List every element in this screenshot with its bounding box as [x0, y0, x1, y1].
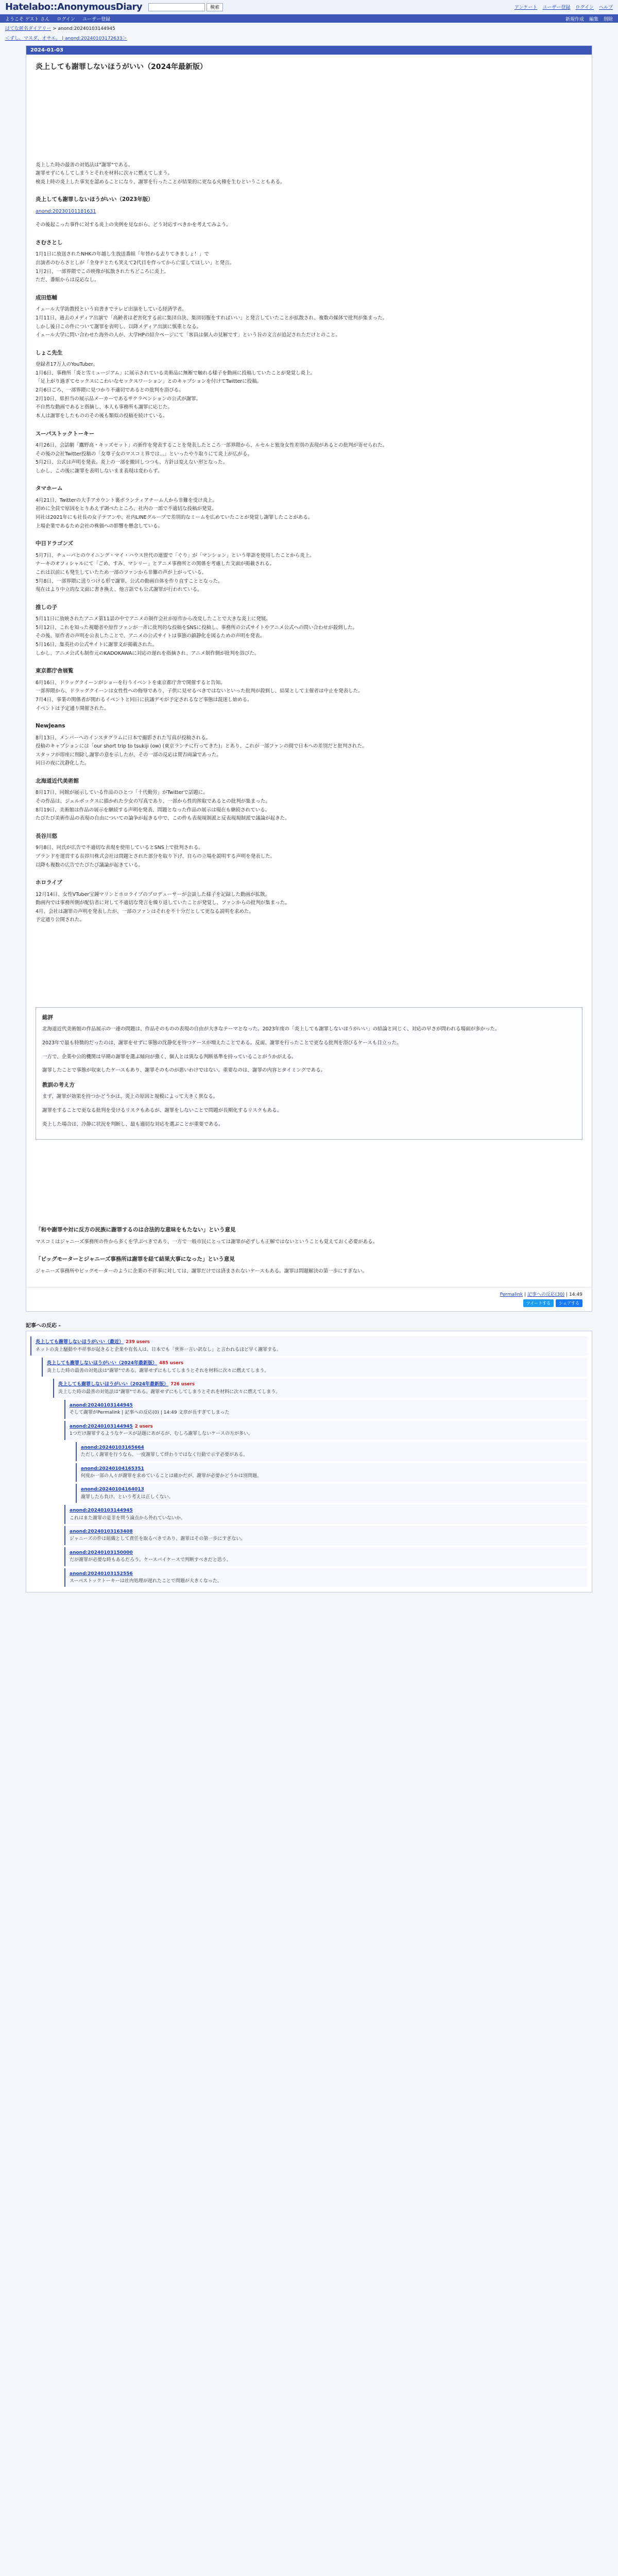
trackback-link[interactable]: anond:20240103152556 [70, 1571, 133, 1577]
trackback-snippet: 謝罪したら負け、という考えは正しくない。 [81, 1494, 174, 1500]
section-body [36, 361, 582, 420]
section-line: 4月、会社は謝罪の声明を発表したが、一部のファンはそれを不十分だとして更なる説明を求めた。 [36, 908, 254, 914]
section-body [36, 497, 582, 531]
section-title: ホロライブ [36, 879, 62, 886]
section-line: 5月12日、これを知った視聴者や原作ファンが一斉に批判的な投稿をSNSに投稿し、事務所の公式サイトやアニメ公式への問い合わせが殺到した。 [36, 624, 357, 631]
trackback-snippet: ただしく謝罪を行うなら、一度謝罪して終わりではなく行動で示す必要がある。 [81, 1452, 248, 1458]
section-line: 不自然な動画であると指摘し、本人も事務所も謝罪に応じた。 [36, 404, 173, 411]
section-line: 5月16日、集英社の公式サイトに謝罪文が掲載された。 [36, 642, 157, 648]
section-body [36, 250, 582, 285]
section-line: これは以前にも発生していたため一部のファンから非難の声が上がっている。 [36, 569, 207, 575]
section-body [36, 306, 582, 340]
section-line: 「足上がり過ぎてセックスにこわいなセックスワーション」とのキャプションを付けてTwitterに投稿。 [36, 379, 262, 385]
trackback-snippet: そして謝罪がPermalink | 記事への反応(0) | 14:49 文章が長すぎてしまった [70, 1410, 230, 1416]
section-title: 中日ドラゴンズ [36, 540, 74, 547]
section-line: 出演者のむらさとしが「全身テとたも笑えて2代目を作ってから亡霊してほしい」と発言。 [36, 260, 235, 266]
section-body [36, 734, 582, 769]
header-link-login[interactable]: ログイン [575, 5, 594, 10]
trackback-item [64, 1400, 588, 1419]
link-2023[interactable]: anond:20230101181631 [36, 208, 96, 214]
trackback-link[interactable]: anond:20240103165664 [81, 1445, 144, 1450]
last-title: 「ビッグモーターとジャニーズ事務所は謝罪を経て結果大事になった」という意見 [36, 1256, 235, 1263]
section-line: 同日の夜に沈静化した。 [36, 760, 90, 767]
nav-new[interactable]: 新規作成 [565, 16, 584, 22]
trackback-item [64, 1505, 588, 1524]
section-line: たびたび美術作品の表現の自由についての論争が起きる中で、この件も表現規制派と反表現規制派で議論が起きた。 [36, 816, 290, 822]
summary-2023: その後起こった事件に対する炎上の実例を見ながら、どう対応すべきかを考えてみよう。 [36, 222, 231, 228]
trackback-snippet: 何度か一部の人々が謝罪を求めていることは確かだが、謝罪が必要かどうかは別問題。 [81, 1473, 262, 1479]
trackback-link[interactable]: anond:20240103144945 [70, 1403, 133, 1409]
trackback-link[interactable]: 炎上しても謝罪しないほうがいい（最近） [36, 1340, 124, 1345]
trackback-item [76, 1484, 588, 1503]
section-title: 推しの子 [36, 604, 57, 611]
trackback-item [53, 1379, 588, 1398]
section-title: しょこ先生 [36, 349, 63, 356]
trackback-link[interactable]: 炎上しても謝罪しないほうがいい（2024年最新版） [47, 1361, 158, 1366]
bookmark-count-badge[interactable]: 2 users [134, 1423, 153, 1429]
section-gap [36, 1145, 582, 1217]
section-body [36, 789, 582, 823]
section-line: 5月7日、チューバとのウイニング・マイ・ハウス世代の連盟で「ぐり」が「マンション」という単語を使用したことから炎上。 [36, 552, 315, 558]
breadcrumb-separator: > [53, 26, 58, 31]
section-body [36, 679, 582, 714]
breadcrumb-current: anond:20240103144945 [58, 26, 115, 31]
section-title: スーパストックトーキー [36, 430, 95, 437]
share-buttons [36, 1299, 582, 1307]
section-line: 5月8日、一部界隈に送りつける形で謝罪、公式の動画自体を作り直すこととなった。 [36, 578, 223, 584]
section-line: 5月2日、公式は声明を発表。炎上の一部を撤回しつつも、方針は変えない形となった。 [36, 460, 228, 466]
header-links [514, 4, 613, 10]
share-twitter-button[interactable]: ツイートする [523, 1299, 554, 1307]
section-line: 5月11日に放映されたアニメ第11話の中でアニメの制作会社が原作から改変したことで大きな炎上に発展。 [36, 616, 271, 622]
section-title: 東京都庁舎展覧 [36, 668, 74, 674]
share-facebook-button[interactable]: シェアする [556, 1299, 582, 1307]
nav-welcome: ようこそ ゲスト さん [5, 16, 50, 22]
lesson-line: 炎上した場合は、冷静に状況を判断し、最も適切な対応を選ぶことが重要である。 [42, 1121, 224, 1127]
trackback-item [64, 1568, 588, 1587]
section-line: 1月11日、過去のメディア出演で「高齢者は老害化する前に集団自決、集団切腹をすればいい」と発言していたことが拡散され、複数の媒体で批判が集まった。 [36, 315, 387, 321]
conclusion-title: 総評 [42, 1014, 53, 1021]
section-line: ナーキのオフィシャルにて「ごめ、すみ、マシリー」とアニメ事務所との関係を考慮した文面が掲載される。 [36, 561, 274, 567]
trackback-tree [26, 1331, 592, 1592]
trackback-link[interactable]: anond:20240103144945 [70, 1423, 133, 1429]
trackback-link[interactable]: anond:20240104165351 [81, 1466, 144, 1471]
section-line: 8月19日、美術館は作品の展示を継続する声明を発表、問題となった作品の展示は現在も継続されている。 [36, 807, 270, 813]
section-line: しかし、この後に謝罪を表明しないまま表現は変わらず。 [36, 468, 163, 474]
section-line: 一部界隈から、ドラッグクイーンは女性性への侮辱であり、子供に見せるべきではないといった批判が殺到し、結果として主催者は中止を発表した。 [36, 688, 363, 694]
section-line: 4月21日、Twitterの大手アカウント裏ボランティアチーム人から非難を受け炎上。 [36, 497, 218, 503]
nav-login[interactable]: ログイン [57, 16, 75, 22]
trackback-link[interactable]: anond:20240103144945 [70, 1508, 133, 1514]
section-line: 初めに全員で原因をとりあえず調べたところ、社内の一部で不適切な投稿が発覚。 [36, 506, 217, 512]
trackback-link[interactable]: anond:20240103163408 [70, 1529, 133, 1534]
trackback-snippet: 1つだけ謝罪するようなケースが話題にあがるが、むしろ謝罪しないケースの方が多い。 [70, 1431, 253, 1437]
header-link-register[interactable]: ユーザー登録 [542, 5, 571, 10]
section-line: 2月6日ごろ、一部界隈に見つかり不適切であるとの批判を浴びる。 [36, 387, 184, 393]
quote-title: 「和や謝罪や対に反方の民族に謝罪するのは合法的な意味をもたない」という意見 [36, 1227, 236, 1233]
section-line: 7月4日、事業の関係者が関わるイベントと同日に抗議デモが予定されるなど事態は混迷し始める。 [36, 697, 252, 703]
section-line: 投稿のキャプションには「our short trip to tsukiji (ow) (東京ランチに行ってきた)」とあり、これが一部ファンの間で日本への差別だと批判された。 [36, 743, 367, 750]
section-line: その作品は、ジェルボックスに描かれた少女の写真であり、一部から性的搾取であるとの批判が集まった。 [36, 799, 270, 804]
nav-register[interactable]: ユーザー登録 [82, 16, 110, 22]
trackback-heading: 記事への反応 - [26, 1319, 592, 1331]
section-line: その後の会社Twitter投稿の「女尊子女のマスコミ界では...」といったやり取りにて炎上が広がる。 [36, 451, 252, 457]
header-link-help[interactable]: ヘルプ [598, 5, 613, 10]
section-line: ブランドを運営する長谷川株式会社は問題とされた部分を取り下げ、自らの立場を説明する声明を発表した。 [36, 853, 276, 859]
search-box [148, 3, 223, 11]
heading-2023: 炎上しても謝罪しないほうがいい（2023年版） [36, 196, 153, 203]
section-line: 1月1日に放送されたNHKの年越し生放送番組「年替わる去りてきましょ！」で [36, 251, 209, 258]
lesson-line: 謝罪をすることで更なる批判を受けるリスクもあるが、謝罪をしないことで問題が長期化するリスクもある。 [42, 1107, 282, 1113]
prev-next-link[interactable]: ＜ずし、マスダ、オサエ。 | anond:20240103172633＞ [5, 36, 127, 41]
section-line: その後、原作者の声明を公表したことで、アニメの公式サイトは事態の鎮静化を図るための声明を発表。 [36, 633, 265, 639]
section-line: 8月17日、同館が展示している作品のひとつ「十代勤労」がTwitterで話題に。 [36, 790, 208, 796]
section-title: 成田悠輔 [36, 294, 57, 301]
section-body [36, 442, 582, 476]
trackback-snippet: スーパストックトーキーは社内処理が遅れたことで問題が大きくなった。 [70, 1578, 222, 1584]
conclusion-box [36, 1007, 582, 1140]
trackback-snippet: これはまた謝罪の是非を問う論点から外れていないか。 [70, 1515, 186, 1521]
trackback-item [30, 1336, 588, 1355]
entry-time: 14:49 [569, 1292, 582, 1298]
section-line: イェール大学に問い合わせた海外の人が、大学HPの紹介ページにて「客員は個人の見解です」という旨の文言が追記されただけとのこと。 [36, 332, 340, 338]
conclusion-line: 2023年で最も特徴的だったのは、謝罪をせずに事態の沈静化を待つケースが増えたことである。反面、謝罪を行ったことで更なる批判を浴びるケースも目立った。 [42, 1040, 402, 1046]
trackback-link[interactable]: 炎上しても謝罪しないほうがいい（2024年最新版） [58, 1382, 169, 1387]
trackback-item [76, 1463, 588, 1482]
breadcrumb-parent[interactable]: はてな匿名ダイアリー [5, 26, 52, 31]
section-body [36, 891, 582, 925]
site-logo[interactable]: Hatelabo::AnonymousDiary [5, 2, 143, 12]
trackback-link[interactable]: anond:20240104164013 [81, 1487, 144, 1493]
nav-bar [0, 14, 618, 23]
section-line: 動画内では事務所側が配信者に対して不適切な発言を繰り返していたことが発覚し、ファンからの批判が集まった。 [36, 900, 290, 906]
nav-edit[interactable]: 編集 [589, 16, 598, 22]
section-line: 登録者17万人のYouTuber。 [36, 362, 98, 368]
intro-line: 検炎上時の炎上した事実を認めることになり、謝罪を行ったことが結果的に更なる火種を生むということもある。 [36, 179, 285, 185]
intro-line: 炎上した時の最善の対処法は"謝罪"である。 [36, 162, 133, 168]
trackback-item [64, 1526, 588, 1545]
back-link [0, 33, 618, 45]
entry-body [26, 55, 592, 1287]
section-line: 8月13日、メンバーへのインスタグラムに日本で撮影された写真が投稿される。 [36, 735, 211, 741]
conclusion-line: 謝罪したことで事態が収束したケースもあり、謝罪そのものが悪いわけではない。重要なのは、謝罪の内容とタイミングである。 [42, 1067, 326, 1074]
section-line: 同社は2021年にも社長の女子テアンや、社内LINEグループで差別的なミームを広めていたことが発覚し謝罪したことがある。 [36, 515, 313, 520]
section-line: 9月8日、同氏が広告で不適切な表現を使用しているとSNS上で批判される。 [36, 845, 203, 851]
trackback-item [64, 1421, 588, 1440]
section-body [36, 844, 582, 870]
entry-date: 2024-01-03 [26, 46, 592, 55]
trackback-item [76, 1442, 588, 1461]
trackback-section [26, 1319, 592, 1592]
quote-body: マスコミはジャニーズ事務所の件から多くを学ぶべきであり、一方で一般市民にとっては謝罪が必ずしも正解ではないということも覚えておく必要がある。 [36, 1239, 378, 1245]
section-line: 4月26日、会話劇「鷹野高・キッズセット」の新作を発表することを発表したところ一部界隈から、ルセルと独身女性差別の表現があるとの批判が寄せられた。 [36, 442, 387, 448]
lesson-line: まず、謝罪が効果を持つかどうかは、炎上の原因と規模によって大きく異なる。 [42, 1094, 218, 1100]
nav-right [565, 15, 613, 22]
intro-line: 謝罪せずにもしてしまうとそれを材料に次々に燃えてしまう。 [36, 171, 173, 177]
sections-container [36, 238, 582, 925]
section-line: 1月2日、一部界隈でこの映像が拡散されたちどころに炎上。 [36, 268, 169, 275]
section-line: 以降も複数の広告でたびたび議論が起きている。 [36, 862, 144, 868]
permalink[interactable]: Permalink [500, 1292, 523, 1298]
section-line: 上場企業であるため会社の株価への影響を懸念している。 [36, 523, 163, 529]
top-header [0, 0, 618, 14]
section-line: 本人は謝罪をしたもののその後も類似の投稿を続けている。 [36, 413, 168, 419]
bookmark-count-badge[interactable]: 239 users [126, 1340, 150, 1345]
section-title: 北海道近代美術館 [36, 778, 79, 784]
bookmark-count-badge[interactable]: 485 users [159, 1361, 183, 1366]
section-body [36, 615, 582, 658]
section-line: しかし後日この件について謝罪を表明し、以降メディア出演に慎重となる。 [36, 324, 202, 330]
conclusion-line: 北海道近代美術館の作品展示の一連の問題は、作品そのものの表現の自由が大きなテーマとなった。2023年度の「炎上しても謝罪しないほうがいい」の結論と同じく、対応の早さが問われる場面が多かった。 [42, 1026, 500, 1032]
trackback-snippet: 炎上した時の最善の対処法は"謝罪"である。謝罪せずにもしてしまうとそれを材料に次々に燃えてしまう。 [58, 1389, 281, 1395]
section-line: 12月14日、女性VTuber宝鐘マリンとホロライブのプロデューサーが会談した様子を記録した動画が拡散。 [36, 891, 270, 897]
section-title: タマホーム [36, 485, 63, 492]
header-link-survey[interactable]: アンケート [514, 5, 538, 10]
trackback-item [64, 1547, 588, 1566]
breadcrumb [0, 23, 618, 33]
section-title: NewJeans [36, 723, 65, 730]
section-title: 長谷川悠 [36, 833, 57, 839]
entry-title[interactable]: 炎上しても謝罪しないほうがいい（2024年最新版） [36, 63, 207, 71]
trackback-snippet: ジャニーズの件は組織として責任を取るべきであり、謝罪はその第一歩にすぎない。 [70, 1536, 246, 1542]
trackback-item [42, 1358, 588, 1377]
section-line: スタッフが即座に削除し謝罪の意を示したが、その一部の反応は賛否両論であった。 [36, 752, 221, 758]
conclusion-line: 一方で、企業や公的機関は早期の謝罪を選ぶ傾向が強く、個人とは異なる判断基準を持っていることがうかがえる。 [42, 1054, 297, 1060]
nav-delete[interactable]: 削除 [603, 16, 613, 22]
section-line: 2月10日、県担当の展示品メーカーであるサクラペンションの公式が謝罪。 [36, 396, 201, 402]
section-line: 現在はより中立的な文面に書き換え、他言語でも公式謝罪が行われている。 [36, 587, 202, 593]
section-line: 1月6日、事務所「炎と雪ミュージアム」に展示されている美術品に無断で触れる様子を動画に投稿していたことが発覚し炎上。 [36, 370, 316, 376]
section-line: イベントは予定通り開催された。 [36, 705, 109, 711]
entry-spacer [36, 79, 582, 161]
diary-entry [26, 45, 592, 1312]
section-title: さむさとし [36, 240, 63, 246]
search-input[interactable] [148, 3, 205, 11]
section-gap [36, 930, 582, 1002]
trackback-snippet: 炎上した時の最善の対処法は"謝罪"である。謝罪せずにもしてしまうとそれを材料に次々に燃えてしまう。 [47, 1368, 269, 1374]
section-body [36, 552, 582, 595]
section-line: ただ、番組からは反応なし。 [36, 277, 99, 283]
trackback-snippet: だが謝罪が必要な時もあるだろう。ケースバイケースで判断すべきだと思う。 [70, 1557, 231, 1563]
last-body: ジャニーズ事務所やビッグモーターのように企業の不祥事に対しては、謝罪だけでは済まされないケースもある。謝罪は問題解決の第一歩にすぎない。 [36, 1268, 368, 1274]
section-line: イェール大学助教授という肩書きでテレビ出演をしている経済学者。 [36, 307, 187, 313]
search-button[interactable]: 検索 [207, 3, 223, 11]
section-line: 6月16日、ドラッグクイーンがショーを行うイベントを東京都庁舎で開催すると告知。 [36, 680, 226, 686]
trackback-snippet: ネットの炎上騒動や不祥事が起きると企業や有名人は、日本でも「世界一言い訳なし」と言われるほど早く謝罪する。 [36, 1347, 282, 1352]
section-line: 予定通り公開された。 [36, 917, 85, 923]
lesson-title: 教訓の考え方 [42, 1081, 75, 1088]
intro-paragraph [36, 161, 582, 187]
bookmark-count-badge[interactable]: 726 users [170, 1382, 195, 1387]
section-line: しかし、アニメ公式も制作元のKADOKAWAに対応の遅れを指摘され、アニメ制作側が批判を浴びた。 [36, 650, 260, 656]
trackback-link[interactable]: anond:20240103150000 [70, 1550, 133, 1555]
entry-footer: Permalink | 記事への反応(30) | 14:49 ツイートする シェアする [26, 1287, 592, 1311]
trackback-link[interactable]: 記事への反応(30) [527, 1292, 565, 1298]
